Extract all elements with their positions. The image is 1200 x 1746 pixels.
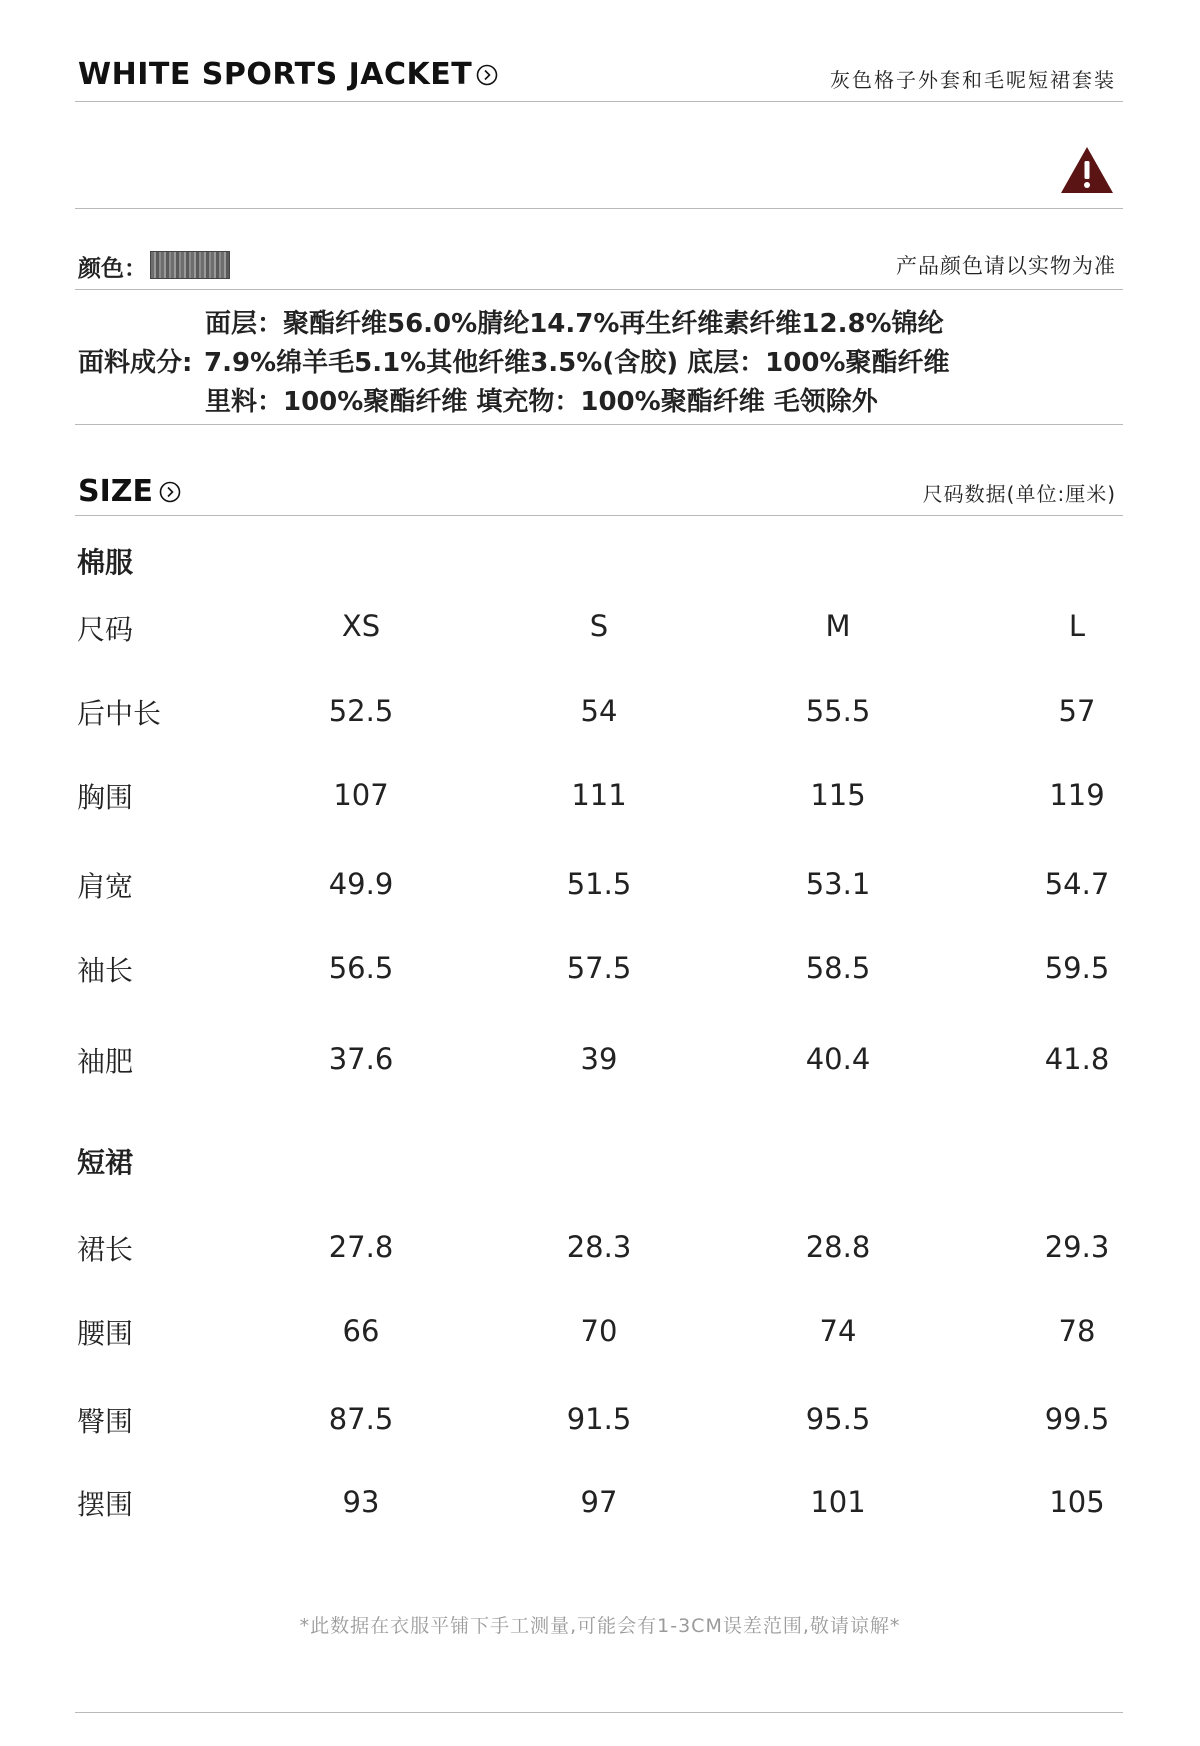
size-title-text: SIZE: [78, 474, 154, 509]
table-row-label: 胸围: [77, 781, 134, 814]
table-cell: 95.5: [805, 1402, 871, 1436]
table-cell: 119: [1049, 778, 1105, 812]
fabric-label: 面料成分:: [78, 348, 193, 378]
table-cell: 53.1: [805, 867, 871, 901]
color-label: 颜色：: [78, 256, 147, 282]
table-cell: 28.3: [566, 1230, 632, 1264]
table-cell: 115: [810, 778, 866, 812]
page-title-text: WHITE SPORTS JACKET: [78, 57, 473, 92]
table-cell: 39: [580, 1042, 618, 1076]
section-title-top: 棉服: [77, 546, 134, 579]
table-cell: 37.6: [328, 1042, 394, 1076]
table-cell: 57.5: [566, 951, 632, 985]
table-cell: 105: [1049, 1485, 1105, 1519]
size-header-cell: S: [589, 609, 609, 643]
size-header-label: 尺码: [77, 613, 134, 646]
size-header-cell: M: [825, 609, 851, 643]
divider: [75, 208, 1123, 209]
divider: [75, 424, 1123, 425]
table-row-label: 裙长: [77, 1233, 134, 1266]
table-cell: 56.5: [328, 951, 394, 985]
warning-triangle-icon: [1059, 145, 1115, 195]
table-cell: 99.5: [1044, 1402, 1110, 1436]
table-cell: 55.5: [805, 694, 871, 728]
table-cell: 97: [580, 1485, 618, 1519]
fabric-line: 面层：聚酯纤维56.0%腈纶14.7%再生纤维素纤维12.8%锦纶: [205, 309, 944, 339]
divider: [75, 101, 1123, 102]
divider: [75, 1712, 1123, 1713]
circle-arrow-right-icon: [159, 481, 181, 503]
table-cell: 107: [333, 778, 389, 812]
table-row-label: 腰围: [77, 1317, 134, 1350]
fabric-line: 里料：100%聚酯纤维 填充物：100%聚酯纤维 毛领除外: [205, 387, 878, 417]
table-cell: 52.5: [328, 694, 394, 728]
product-subtitle: 灰色格子外套和毛呢短裙套装: [830, 68, 1116, 92]
size-unit-note: 尺码数据(单位:厘米): [922, 482, 1116, 506]
size-title: [78, 474, 181, 509]
page-title: [78, 57, 498, 92]
table-cell: 54.7: [1044, 867, 1110, 901]
table-cell: 78: [1058, 1314, 1096, 1348]
table-cell: 93: [342, 1485, 380, 1519]
table-cell: 58.5: [805, 951, 871, 985]
size-header-cell: XS: [341, 609, 381, 643]
section-title-bottom: 短裙: [77, 1146, 134, 1179]
divider: [75, 289, 1123, 290]
table-cell: 49.9: [328, 867, 394, 901]
table-row-label: 袖长: [77, 954, 134, 987]
table-row-label: 后中长: [77, 697, 162, 730]
table-cell: 101: [810, 1485, 866, 1519]
table-cell: 41.8: [1044, 1042, 1110, 1076]
table-cell: 54: [580, 694, 618, 728]
table-cell: 111: [571, 778, 627, 812]
divider: [75, 515, 1123, 516]
table-cell: 28.8: [805, 1230, 871, 1264]
table-cell: 66: [342, 1314, 380, 1348]
color-disclaimer: 产品颜色请以实物为准: [896, 254, 1116, 278]
table-row-label: 摆围: [77, 1488, 134, 1521]
table-cell: 59.5: [1044, 951, 1110, 985]
size-header-cell: L: [1068, 609, 1086, 643]
table-cell: 74: [819, 1314, 857, 1348]
table-cell: 57: [1058, 694, 1096, 728]
table-row-label: 肩宽: [77, 870, 134, 903]
measurement-footnote: *此数据在衣服平铺下手工测量,可能会有1-3CM误差范围,敬请谅解*: [299, 1615, 901, 1637]
table-row-label: 袖肥: [77, 1045, 134, 1078]
table-cell: 87.5: [328, 1402, 394, 1436]
table-cell: 51.5: [566, 867, 632, 901]
table-cell: 29.3: [1044, 1230, 1110, 1264]
color-swatch: [150, 251, 230, 279]
fabric-line: 7.9%绵羊毛5.1%其他纤维3.5%(含胶) 底层：100%聚酯纤维: [204, 348, 950, 378]
table-cell: 91.5: [566, 1402, 632, 1436]
circle-arrow-right-icon: [476, 64, 498, 86]
table-cell: 70: [580, 1314, 618, 1348]
table-row-label: 臀围: [77, 1405, 134, 1438]
table-cell: 27.8: [328, 1230, 394, 1264]
table-cell: 40.4: [805, 1042, 871, 1076]
